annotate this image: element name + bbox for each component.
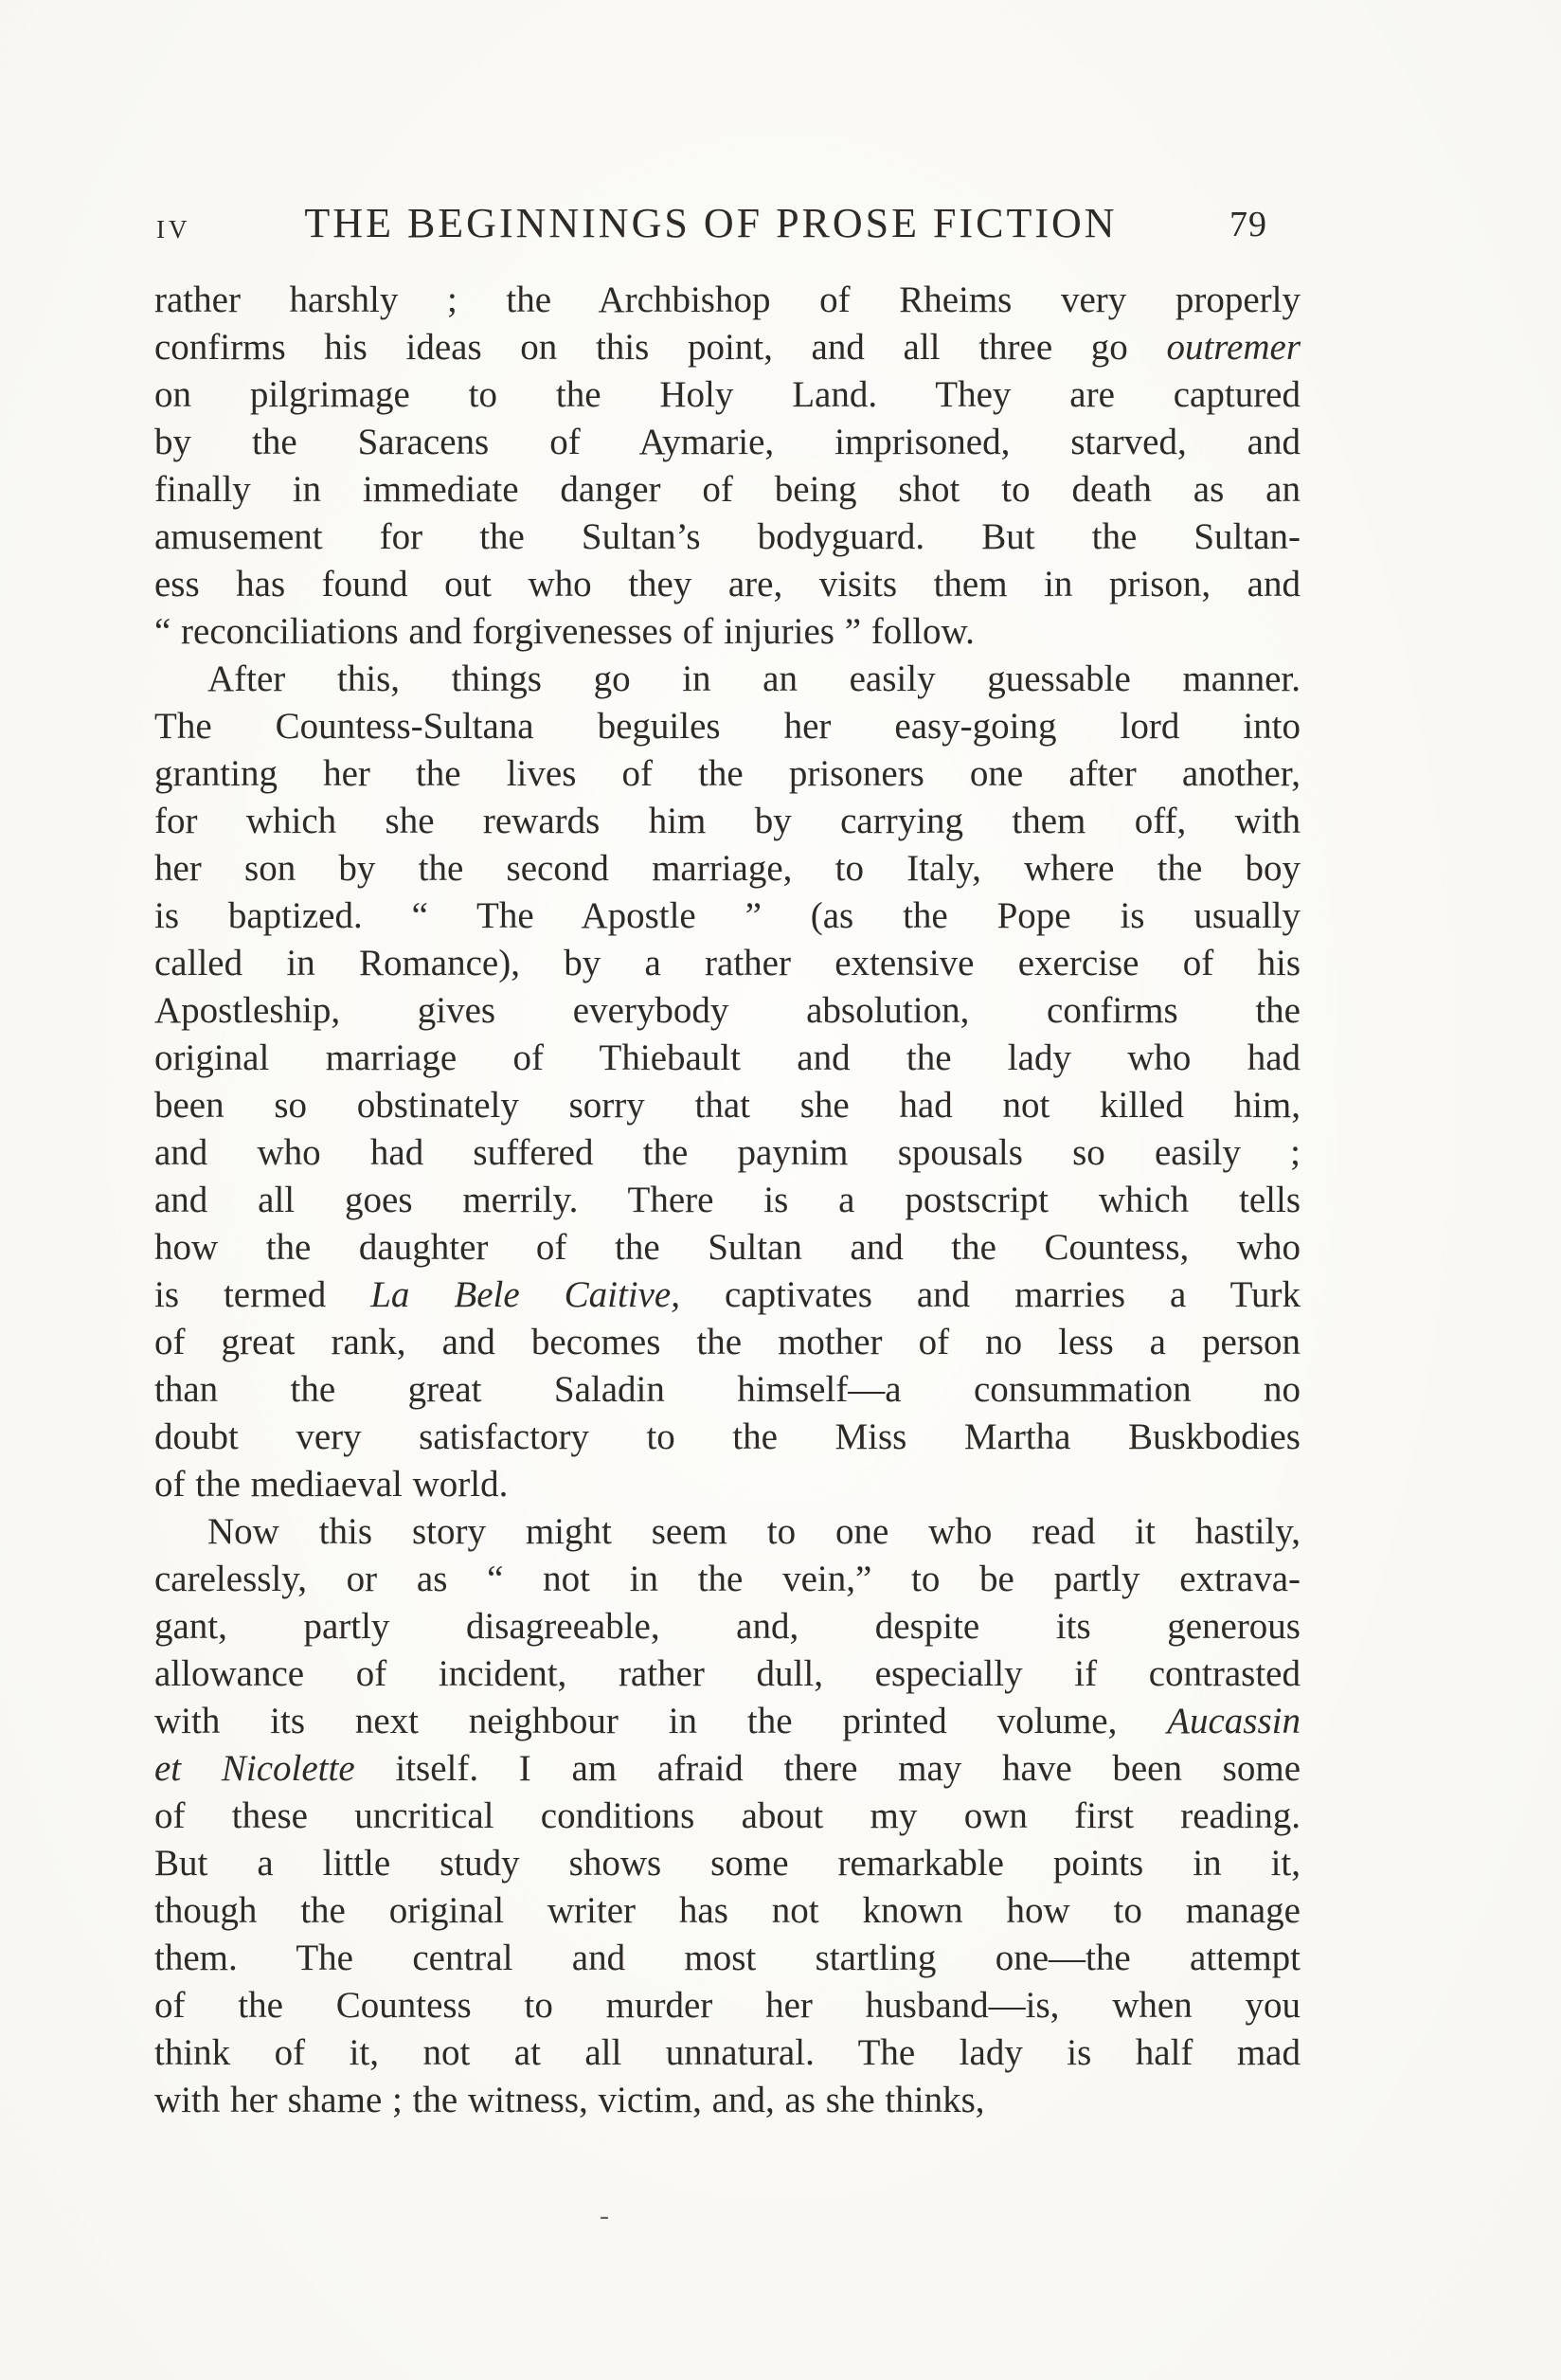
text-line: on pilgrimage to the Holy Land. They are captured (154, 374, 1301, 415)
text-line: of these uncritical conditions about my own first reading. (154, 1795, 1301, 1836)
page-number: 79 (1229, 205, 1267, 244)
text-line: The Countess-Sultana beguiles her easy-going lord into (154, 706, 1301, 747)
text-line: her son by the second marriage, to Italy, where the boy (154, 848, 1301, 889)
text-line: though the original writer has not known how to manage (154, 1890, 1301, 1931)
text-line: and who had suffered the paynim spousals so easily ; (154, 1132, 1301, 1173)
paragraph (154, 656, 1301, 1508)
text-line: original marriage of Thiebault and the lady who had (154, 1037, 1301, 1078)
footer-mark: - (600, 2200, 609, 2231)
text-line: how the daughter of the Sultan and the Countess, who (154, 1227, 1301, 1268)
text-line: “ reconciliations and forgivenesses of injuries ” follow. (154, 611, 975, 652)
text-line: But a little study shows some remarkable points in it, (154, 1843, 1301, 1884)
text-line: carelessly, or as “ not in the vein,” to be partly extrava- (154, 1559, 1301, 1599)
text-line: of the mediaeval world. (154, 1464, 509, 1505)
text-line: and all goes merrily. There is a postscript which tells (154, 1180, 1301, 1220)
text-line: by the Saracens of Aymarie, imprisoned, starved, and (154, 422, 1301, 462)
page-text (154, 277, 1301, 2124)
text-line: of the Countess to murder her husband—is, when you (154, 1985, 1301, 2026)
text-line: doubt very satisfactory to the Miss Martha Buskbodies (154, 1416, 1301, 1457)
text-line: gant, partly disagreeable, and, despite its generous (154, 1606, 1301, 1647)
running-title: THE BEGINNINGS OF PROSE FICTION (304, 200, 1118, 246)
text-line: allowance of incident, rather dull, especially if contrasted (154, 1653, 1301, 1694)
text-line: with its next neighbour in the printed volume, Aucassin (154, 1701, 1301, 1741)
text-line: finally in immediate danger of being shot to death as an (154, 469, 1301, 510)
text-line: Now this story might seem to one who read it hastily, (207, 1511, 1301, 1552)
page-header (154, 197, 1267, 250)
chapter-numeral: IV (156, 215, 191, 243)
text-line: rather harshly ; the Archbishop of Rheims very properly (154, 279, 1301, 320)
text-line: granting her the lives of the prisoners one after another, (154, 753, 1301, 794)
text-line: been so obstinately sorry that she had not killed him, (154, 1085, 1301, 1126)
text-line: them. The central and most startling one—the attempt (154, 1938, 1301, 1978)
text-line: is baptized. “ The Apostle ” (as the Pope is usually (154, 895, 1301, 936)
paragraph (154, 1508, 1301, 2124)
text-line: for which she rewards him by carrying them off, with (154, 801, 1301, 841)
text-line: called in Romance), by a rather extensive exercise of his (154, 943, 1301, 983)
text-line: ess has found out who they are, visits them in prison, and (154, 564, 1301, 604)
text-line: Apostleship, gives everybody absolution, confirms the (154, 990, 1301, 1031)
text-line: of great rank, and becomes the mother of no less a person (154, 1322, 1301, 1362)
text-line: amusement for the Sultan’s bodyguard. But the Sultan- (154, 516, 1301, 557)
text-line: After this, things go in an easily guessable manner. (207, 658, 1301, 699)
text-line: confirms his ideas on this point, and all three go outremer (154, 327, 1301, 368)
text-line: than the great Saladin himself—a consummation no (154, 1369, 1301, 1410)
text-line: think of it, not at all unnatural. The lady is half mad (154, 2032, 1301, 2073)
text-line: is termed La Bele Caitive, captivates and marries a Turk (154, 1274, 1301, 1315)
text-line: with her shame ; the witness, victim, and, as she thinks, (154, 2080, 985, 2120)
text-line: et Nicolette itself. I am afraid there may have been some (154, 1748, 1301, 1789)
paragraph (154, 277, 1301, 656)
